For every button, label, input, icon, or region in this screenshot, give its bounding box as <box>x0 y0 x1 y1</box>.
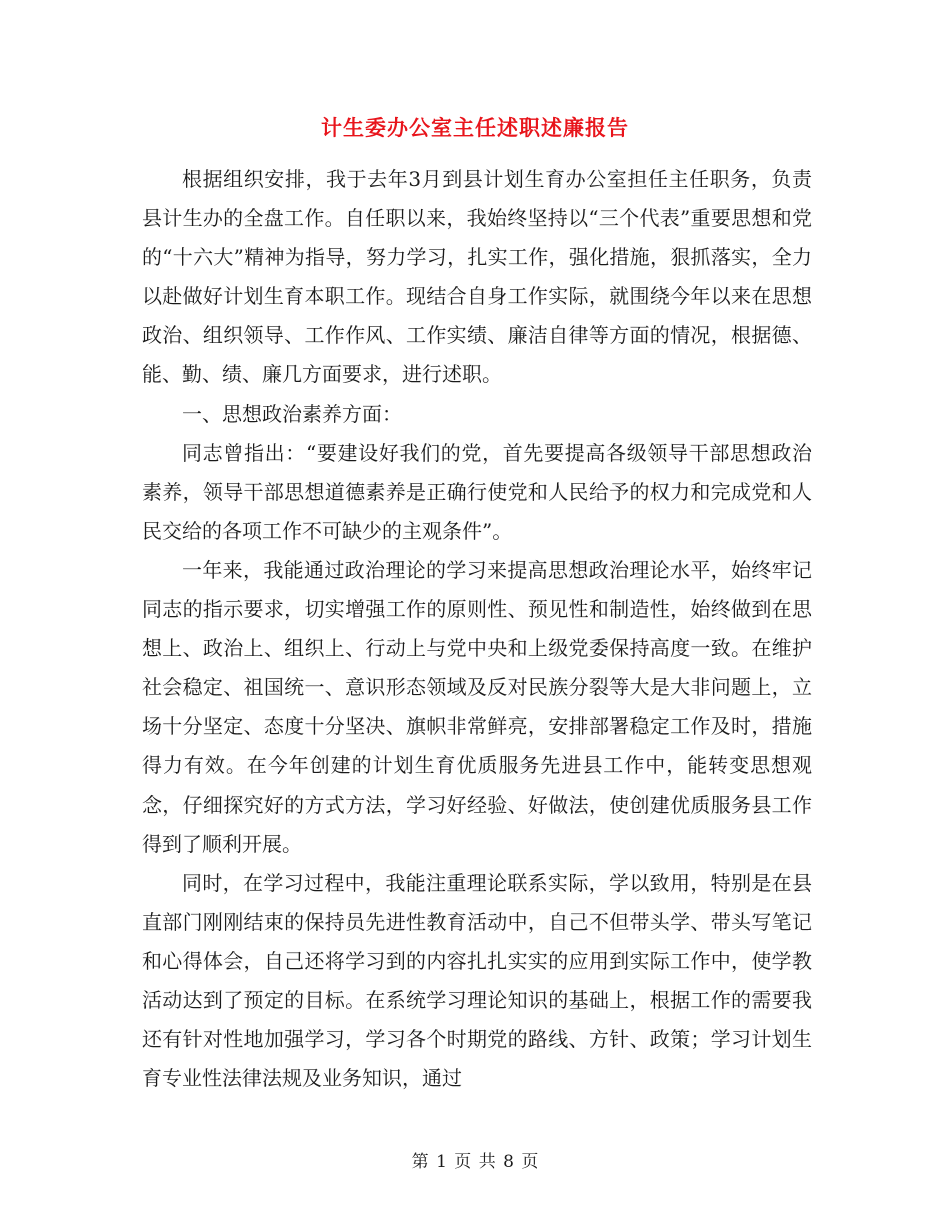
paragraph-intro: 根据组织安排，我于去年3月到县计划生育办公室担任主任职务，负责县计生办的全盘工作。自任职以来，我始终坚持以“三个代表”重要思想和党的“十六大”精神为指导，努力学习，扎实工作，强化措施，狠抓落实，全力以赴做好计划生育本职工作。现结合自身工作实际，就围绕今年以来在思想政治、组织领导、工作作风、工作实绩、廉洁自律等方面的情况，根据德、能、勤、绩、廉几方面要求，进行述职。 <box>142 167 812 387</box>
paragraph-study: 一年来，我能通过政治理论的学习来提高思想政治理论水平，始终牢记同志的指示要求，切实增强工作的原则性、预见性和制造性，始终做到在思想上、政治上、组织上、行动上与党中央和上级党委保持高度一致。在维护社会稳定、祖国统一、意识形态领域及反对民族分裂等大是大非问题上，立场十分坚定、态度十分坚决、旗帜非常鲜亮，安排部署稳定工作及时，措施得力有效。在今年创建的计划生育优质服务先进县工作中，能转变思想观念，仔细探究好的方式方法，学习好经验、好做法，使创建优质服务县工作得到了顺利开展。 <box>142 557 812 856</box>
document-title: 计生委办公室主任述职述廉报告 <box>321 115 629 140</box>
paragraph-practice: 同时，在学习过程中，我能注重理论联系实际，学以致用，特别是在县直部门刚刚结束的保持员先进性教育活动中，自己不但带头学、带头写笔记和心得体会，自己还将学习到的内容扎扎实实的应用到实际工作中，使学教活动达到了预定的目标。在系统学习理论知识的基础上，根据工作的需要我还有针对性地加强学习，学习各个时期党的路线、方针、政策；学习计划生育专业性法律法规及业务知识，通过 <box>142 870 812 1091</box>
section-heading-political: 一、思想政治素养方面： <box>182 401 402 426</box>
paragraph-quote: 同志曾指出：“要建设好我们的党，首先要提高各级领导干部思想政治素养，领导干部思想道德素养是正确行使党和人民给予的权力和完成党和人民交给的各项工作不可缺少的主观条件”。 <box>142 440 812 543</box>
page-number-footer: 第 1 页 共 8 页 <box>411 1152 539 1172</box>
document-body <box>142 160 812 1098</box>
